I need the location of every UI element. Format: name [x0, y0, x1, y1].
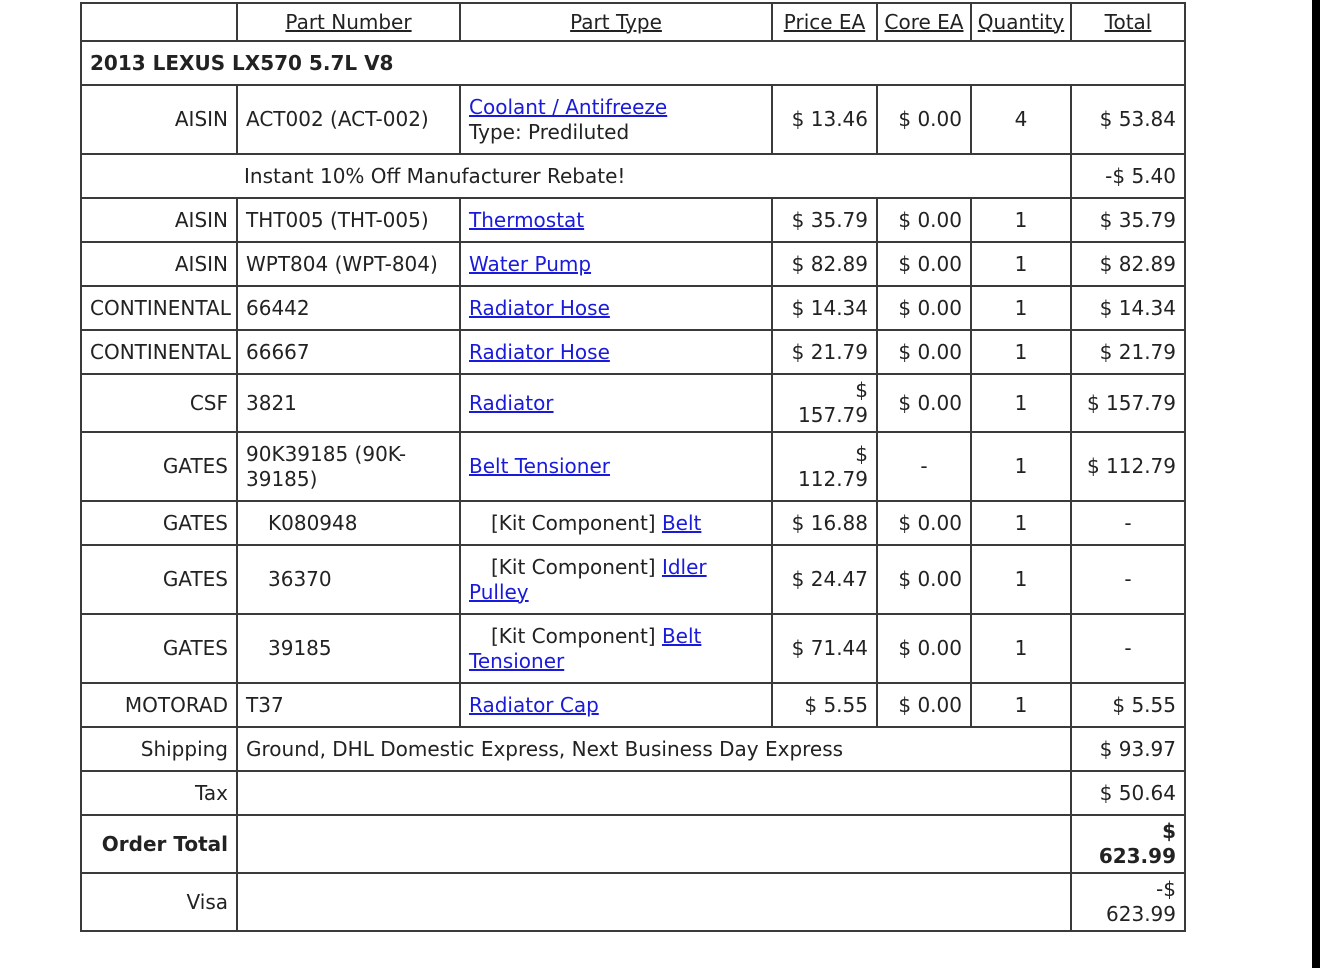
- part-number-cell: ACT002 (ACT-002): [237, 85, 460, 154]
- header-quantity[interactable]: Quantity: [971, 3, 1071, 41]
- tax-blank: [237, 771, 1071, 815]
- table-row: [81, 330, 1185, 374]
- shipping-row: [81, 727, 1185, 771]
- part-number-cell: WPT804 (WPT-804): [237, 242, 460, 286]
- price-cell: $ 157.79: [772, 374, 877, 432]
- tax-row: [81, 771, 1185, 815]
- header-total[interactable]: Total: [1071, 3, 1185, 41]
- core-cell: $ 0.00: [877, 198, 971, 242]
- part-type-link[interactable]: Idler Pulley: [469, 554, 707, 604]
- table-row: [81, 286, 1185, 330]
- rebate-text: Instant 10% Off Manufacturer Rebate!: [81, 154, 1071, 198]
- part-type-link[interactable]: Thermostat: [469, 207, 585, 232]
- total-cell: $ 112.79: [1071, 432, 1185, 501]
- core-cell: -: [877, 432, 971, 501]
- rebate-row: [81, 154, 1185, 198]
- part-type-link[interactable]: Radiator Cap: [469, 692, 599, 717]
- payment-amount: -$ 623.99: [1071, 873, 1185, 931]
- part-type-cell: [460, 432, 772, 501]
- total-cell: -: [1071, 614, 1185, 683]
- kit-component-label: [Kit Component]: [491, 554, 656, 579]
- quantity-cell: 1: [971, 330, 1071, 374]
- part-number-cell: T37: [237, 683, 460, 727]
- total-cell: $ 5.55: [1071, 683, 1185, 727]
- brand-cell: CSF: [81, 374, 237, 432]
- brand-cell: GATES: [81, 432, 237, 501]
- table-row: [81, 198, 1185, 242]
- total-cell: $ 53.84: [1071, 85, 1185, 154]
- table-row: [81, 501, 1185, 545]
- core-cell: $ 0.00: [877, 614, 971, 683]
- header-row: [81, 3, 1185, 41]
- part-type-cell: [460, 330, 772, 374]
- price-cell: $ 21.79: [772, 330, 877, 374]
- quantity-cell: 1: [971, 374, 1071, 432]
- quantity-cell: 1: [971, 286, 1071, 330]
- rebate-amount: -$ 5.40: [1071, 154, 1185, 198]
- header-part-number[interactable]: Part Number: [237, 3, 460, 41]
- quantity-cell: 1: [971, 683, 1071, 727]
- shipping-method: Ground, DHL Domestic Express, Next Business Day Express: [237, 727, 1071, 771]
- total-cell: $ 35.79: [1071, 198, 1185, 242]
- table-row: [81, 374, 1185, 432]
- part-type-cell: [460, 614, 772, 683]
- brand-cell: GATES: [81, 614, 237, 683]
- price-cell: $ 16.88: [772, 501, 877, 545]
- part-number-cell: 3821: [237, 374, 460, 432]
- part-type-link[interactable]: Coolant / Antifreeze: [469, 94, 668, 119]
- header-price-ea[interactable]: Price EA: [772, 3, 877, 41]
- table-row: [81, 683, 1185, 727]
- price-cell: $ 13.46: [772, 85, 877, 154]
- table-row: [81, 432, 1185, 501]
- brand-cell: CONTINENTAL: [81, 286, 237, 330]
- core-cell: $ 0.00: [877, 374, 971, 432]
- part-number-cell: K080948: [237, 501, 460, 545]
- shipping-amount: $ 93.97: [1071, 727, 1185, 771]
- total-cell: $ 14.34: [1071, 286, 1185, 330]
- table-row: [81, 614, 1185, 683]
- part-type-cell: [460, 683, 772, 727]
- tax-amount: $ 50.64: [1071, 771, 1185, 815]
- part-type-cell: [460, 242, 772, 286]
- quantity-cell: 1: [971, 432, 1071, 501]
- core-cell: $ 0.00: [877, 85, 971, 154]
- quantity-cell: 1: [971, 614, 1071, 683]
- payment-blank: [237, 873, 1071, 931]
- quantity-cell: 1: [971, 242, 1071, 286]
- quantity-cell: 1: [971, 545, 1071, 614]
- window-edge: [1312, 0, 1320, 968]
- price-cell: $ 82.89: [772, 242, 877, 286]
- part-number-cell: 90K39185 (90K-39185): [237, 432, 460, 501]
- tax-label: Tax: [81, 771, 237, 815]
- quantity-cell: 4: [971, 85, 1071, 154]
- part-type-link[interactable]: Belt: [661, 510, 702, 535]
- total-cell: $ 82.89: [1071, 242, 1185, 286]
- order-total-amount: $ 623.99: [1071, 815, 1185, 873]
- total-cell: $ 21.79: [1071, 330, 1185, 374]
- quantity-cell: 1: [971, 198, 1071, 242]
- header-brand: [81, 3, 237, 41]
- part-type-link[interactable]: Water Pump: [469, 251, 592, 276]
- brand-cell: GATES: [81, 501, 237, 545]
- payment-row: [81, 873, 1185, 931]
- part-type-cell: [460, 501, 772, 545]
- price-cell: $ 112.79: [772, 432, 877, 501]
- core-cell: $ 0.00: [877, 286, 971, 330]
- payment-label: Visa: [81, 873, 237, 931]
- core-cell: $ 0.00: [877, 683, 971, 727]
- part-type-link[interactable]: Radiator: [469, 390, 554, 415]
- core-cell: $ 0.00: [877, 545, 971, 614]
- core-cell: $ 0.00: [877, 501, 971, 545]
- price-cell: $ 24.47: [772, 545, 877, 614]
- part-number-cell: THT005 (THT-005): [237, 198, 460, 242]
- part-type-cell: [460, 545, 772, 614]
- brand-cell: CONTINENTAL: [81, 330, 237, 374]
- table-row: [81, 85, 1185, 154]
- total-cell: $ 157.79: [1071, 374, 1185, 432]
- price-cell: $ 14.34: [772, 286, 877, 330]
- part-type-link[interactable]: Radiator Hose: [469, 339, 610, 364]
- vehicle-row: [81, 41, 1185, 85]
- header-core-ea[interactable]: Core EA: [877, 3, 971, 41]
- kit-component-label: [Kit Component]: [491, 623, 656, 648]
- part-type-link[interactable]: Belt Tensioner: [469, 623, 702, 673]
- price-cell: $ 71.44: [772, 614, 877, 683]
- part-type-link[interactable]: Belt Tensioner: [469, 454, 610, 478]
- part-type-note: Type: Prediluted: [469, 119, 630, 144]
- part-type-cell: [460, 85, 772, 154]
- core-cell: $ 0.00: [877, 242, 971, 286]
- kit-component-label: [Kit Component]: [491, 510, 656, 535]
- brand-cell: AISIN: [81, 242, 237, 286]
- shipping-label: Shipping: [81, 727, 237, 771]
- total-cell: -: [1071, 545, 1185, 614]
- part-number-cell: 66442: [237, 286, 460, 330]
- part-type-cell: [460, 286, 772, 330]
- part-type-cell: [460, 374, 772, 432]
- order-total-label: Order Total: [81, 815, 237, 873]
- quantity-cell: 1: [971, 501, 1071, 545]
- table-row: [81, 545, 1185, 614]
- table-row: [81, 242, 1185, 286]
- part-number-cell: 39185: [237, 614, 460, 683]
- order-table: [80, 2, 1186, 932]
- total-cell: -: [1071, 501, 1185, 545]
- brand-cell: MOTORAD: [81, 683, 237, 727]
- header-part-type[interactable]: Part Type: [460, 3, 772, 41]
- brand-cell: AISIN: [81, 85, 237, 154]
- part-type-link[interactable]: Radiator Hose: [469, 295, 610, 320]
- order-total-row: [81, 815, 1185, 873]
- order-total-blank: [237, 815, 1071, 873]
- brand-cell: AISIN: [81, 198, 237, 242]
- core-cell: $ 0.00: [877, 330, 971, 374]
- price-cell: $ 5.55: [772, 683, 877, 727]
- part-type-cell: [460, 198, 772, 242]
- brand-cell: GATES: [81, 545, 237, 614]
- price-cell: $ 35.79: [772, 198, 877, 242]
- vehicle-title: 2013 LEXUS LX570 5.7L V8: [81, 41, 1185, 85]
- part-number-cell: 66667: [237, 330, 460, 374]
- part-number-cell: 36370: [237, 545, 460, 614]
